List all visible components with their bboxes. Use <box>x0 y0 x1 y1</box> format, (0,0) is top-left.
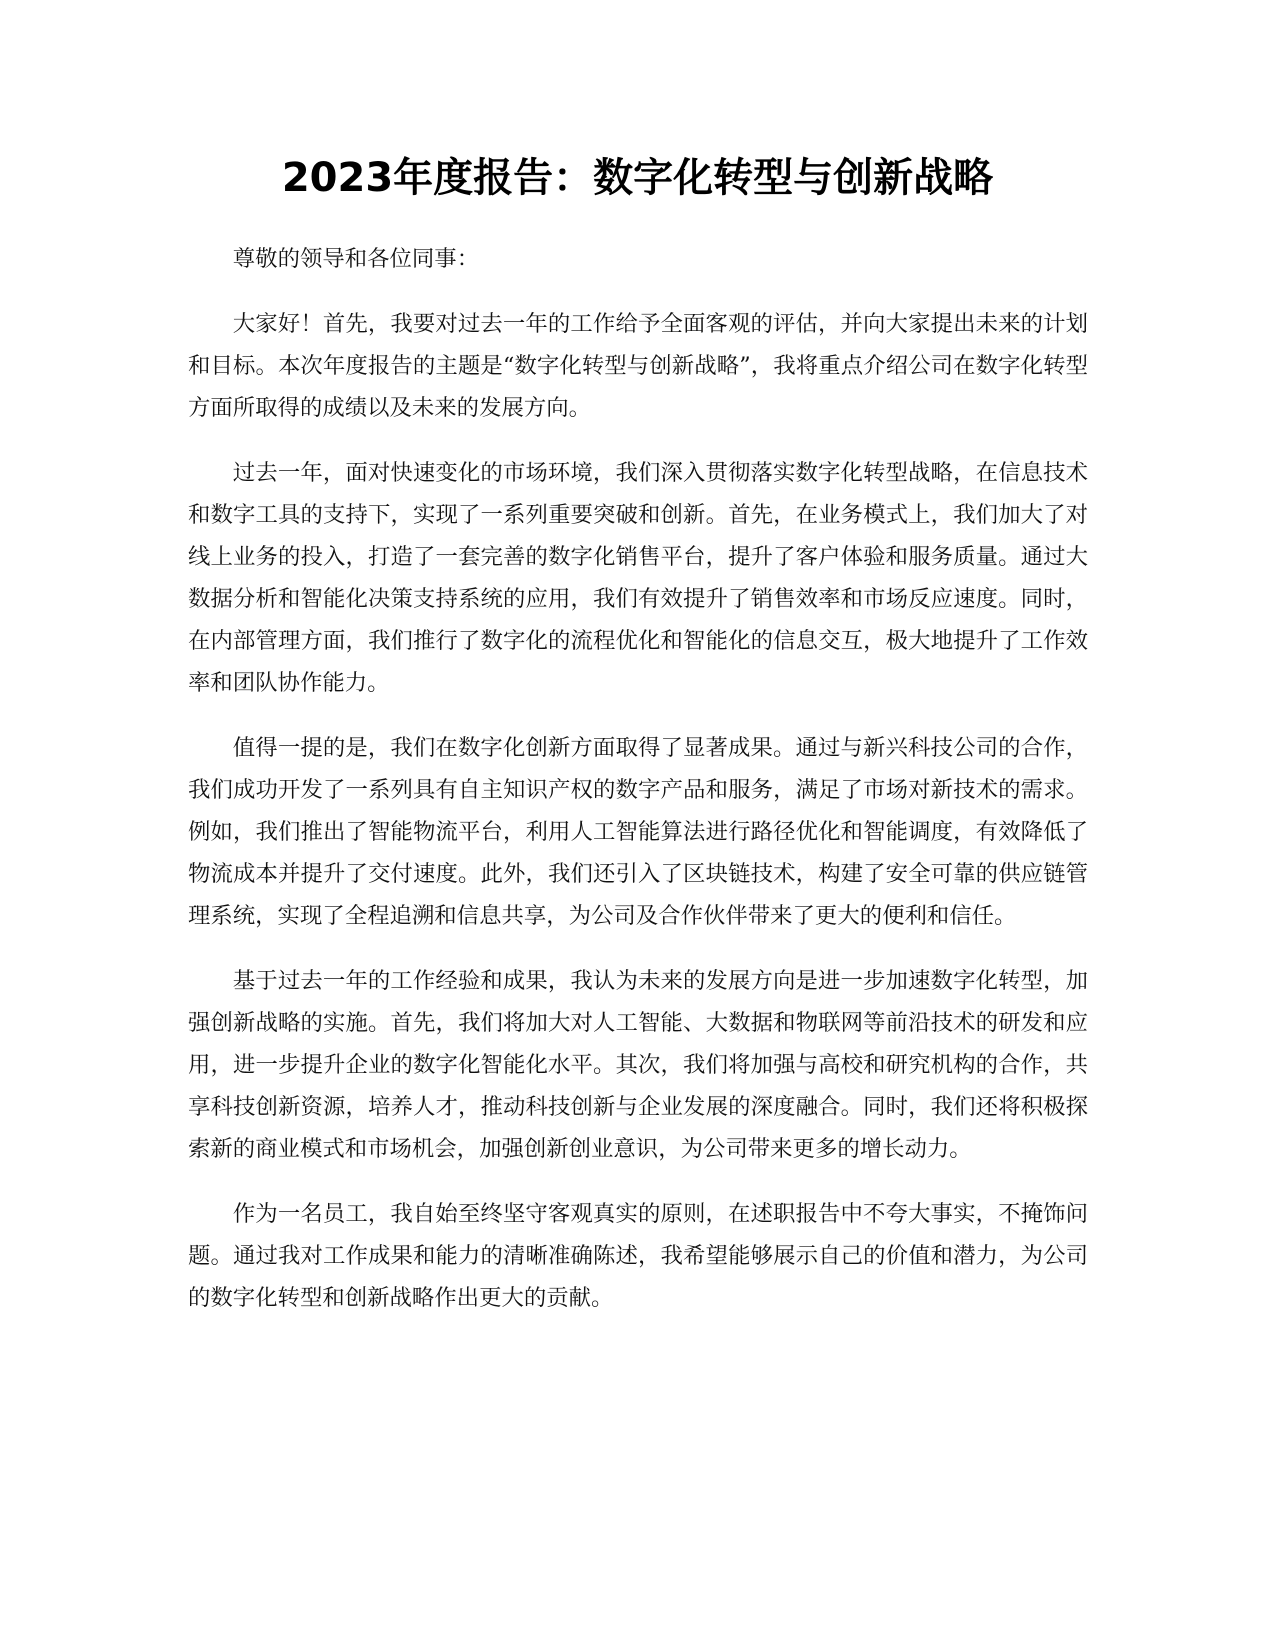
salutation-paragraph: 尊敬的领导和各位同事： <box>232 246 480 272</box>
document-body <box>188 238 1088 1342</box>
innovation-paragraph: 值得一提的是，我们在数字化创新方面取得了显著成果。通过与新兴科技公司的合作，我们成功开发了一系列具有自主知识产权的数字产品和服务，满足了市场对新技术的需求。例如，我们推出了智能物流平台，利用人工智能算法进行路径优化和智能调度，有效降低了物流成本并提升了交付速度。此外，我们还引入了区块链技术，构建了安全可靠的供应链管理系统，实现了全程追溯和信息共享，为公司及合作伙伴带来了更大的便利和信任。 <box>188 735 1088 929</box>
document-title: 2023年度报告：数字化转型与创新战略 <box>281 155 994 201</box>
closing-paragraph: 作为一名员工，我自始至终坚守客观真实的原则，在述职报告中不夸大事实，不掩饰问题。通过我对工作成果和能力的清晰准确陈述，我希望能够展示自己的价值和潜力，为公司的数字化转型和创新战略作出更大的贡献。 <box>188 1201 1088 1311</box>
intro-paragraph: 大家好！首先，我要对过去一年的工作给予全面客观的评估，并向大家提出未来的计划和目标。本次年度报告的主题是“数字化转型与创新战略”，我将重点介绍公司在数字化转型方面所取得的成绩以及未来的发展方向。 <box>188 311 1088 421</box>
future-direction-paragraph: 基于过去一年的工作经验和成果，我认为未来的发展方向是进一步加速数字化转型，加强创新战略的实施。首先，我们将加大对人工智能、大数据和物联网等前沿技术的研发和应用，进一步提升企业的数字化智能化水平。其次，我们将加强与高校和研究机构的合作，共享科技创新资源，培养人才，推动科技创新与企业发展的深度融合。同时，我们还将积极探索新的商业模式和市场机会，加强创新创业意识，为公司带来更多的增长动力。 <box>188 968 1088 1162</box>
achievements-paragraph: 过去一年，面对快速变化的市场环境，我们深入贯彻落实数字化转型战略，在信息技术和数字工具的支持下，实现了一系列重要突破和创新。首先，在业务模式上，我们加大了对线上业务的投入，打造了一套完善的数字化销售平台，提升了客户体验和服务质量。通过大数据分析和智能化决策支持系统的应用，我们有效提升了销售效率和市场反应速度。同时，在内部管理方面，我们推行了数字化的流程优化和智能化的信息交互，极大地提升了工作效率和团队协作能力。 <box>188 460 1088 696</box>
